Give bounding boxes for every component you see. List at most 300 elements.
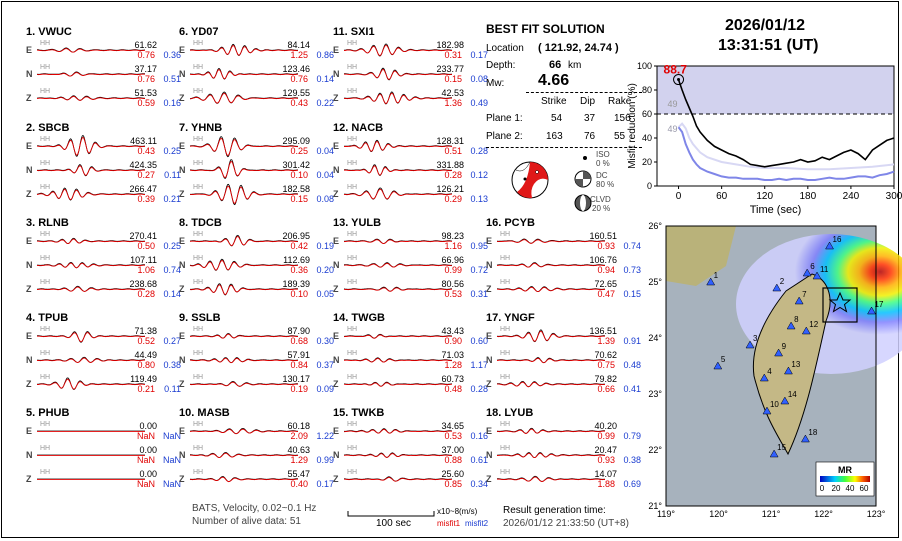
channel-label: HH — [500, 421, 511, 428]
component-label: N — [333, 165, 340, 175]
misfit1-value: 0.94 — [597, 265, 615, 275]
misfit2-value: 0.20 — [316, 265, 334, 275]
waveform — [36, 253, 146, 277]
component-label: E — [26, 45, 33, 55]
misfit2-value: NaN — [162, 455, 181, 465]
component-label: E — [333, 236, 340, 246]
misfit2-value: 0.38 — [163, 360, 181, 370]
misfit1-value: 1.25 — [290, 50, 308, 60]
station-panel-nacb — [333, 122, 488, 217]
station-name: 9. SSLB — [179, 312, 221, 324]
plane1-dip: 37 — [584, 113, 596, 124]
misfit2-value: 0.16 — [470, 431, 488, 441]
amplitude-value: 66.96 — [441, 255, 464, 265]
waveform — [496, 277, 606, 301]
station-panel-pcyb — [486, 217, 641, 312]
x-tick-label: 0 — [675, 191, 682, 202]
misfit2-value: 0.21 — [163, 194, 181, 204]
amplitude-value: 107.11 — [130, 255, 157, 265]
amplitude-value: 60.18 — [287, 421, 310, 431]
time-scale-label: 100 sec — [376, 518, 412, 529]
mr-colorbar — [820, 476, 870, 482]
y-tick-label: 0 — [646, 181, 652, 191]
misfit1-value: 0.76 — [290, 74, 308, 84]
channel-label: HH — [40, 40, 51, 47]
component-label: Z — [26, 189, 32, 199]
station-panel-twgb — [333, 312, 488, 407]
amplitude-value: 72.65 — [594, 279, 617, 289]
component-label: E — [179, 45, 186, 55]
x-tick-label: 180 — [799, 191, 817, 202]
waveform — [343, 229, 453, 253]
component-label: N — [333, 69, 340, 79]
component-label: Z — [333, 189, 339, 199]
amplitude-value: 25.60 — [441, 469, 464, 479]
misfit1-value: 0.21 — [137, 384, 155, 394]
channel-label: HH — [500, 469, 511, 476]
misfit1-value: 0.50 — [137, 241, 155, 251]
station-name: 4. TPUB — [26, 312, 69, 324]
channel-label: HH — [40, 421, 51, 428]
channel-label: HH — [40, 374, 51, 381]
misfit2-value: 0.11 — [164, 170, 181, 180]
component-label: E — [179, 236, 186, 246]
waveform — [36, 467, 146, 491]
lon-tick-label: 119° — [657, 509, 675, 519]
misfit2-value: 0.36 — [163, 50, 181, 60]
plane2-dip: 76 — [584, 131, 596, 142]
location-value: ( 121.92, 24.74 ) — [538, 42, 619, 54]
component-label: N — [333, 260, 340, 270]
amplitude-value: 34.65 — [441, 421, 464, 431]
misfit2-legend: misfit2 — [465, 519, 489, 528]
station-number: 16 — [832, 235, 842, 244]
waveform — [189, 158, 299, 182]
misfit1-value: 0.43 — [137, 146, 155, 156]
component-label: N — [333, 355, 340, 365]
waveform — [496, 372, 606, 396]
misfit2-value: 0.41 — [623, 384, 641, 394]
waveform — [496, 443, 606, 467]
component-label: E — [26, 141, 33, 151]
amplitude-value: 424.35 — [129, 160, 157, 170]
misfit2-value: NaN — [162, 479, 181, 489]
waveform — [343, 324, 453, 348]
x-tick-label: 120 — [756, 191, 774, 202]
amplitude-value: 60.73 — [441, 374, 464, 384]
amplitude-value: 57.91 — [287, 350, 310, 360]
amplitude-value: 129.55 — [282, 88, 310, 98]
misfit2-value: 0.69 — [623, 479, 641, 489]
misfit1-value: 0.27 — [137, 170, 155, 180]
channel-label: HH — [40, 64, 51, 71]
channel-label: HH — [347, 374, 358, 381]
station-number: 6 — [810, 262, 815, 271]
misfit2-value: 1.22 — [316, 431, 334, 441]
units-label: x10~8(m/s) — [437, 507, 478, 516]
misfit1-value: 0.25 — [290, 146, 308, 156]
lat-tick-label: 24° — [648, 333, 662, 343]
mr-tick-label: 20 — [831, 484, 841, 493]
lat-tick-label: 22° — [648, 445, 662, 455]
waveform — [343, 86, 453, 110]
misfit2-value: 0.48 — [623, 360, 641, 370]
beachball-icon — [510, 160, 550, 200]
station-number: 18 — [808, 428, 818, 437]
amplitude-value: 106.76 — [589, 255, 617, 265]
channel-label: HH — [347, 279, 358, 286]
misfit1-value: 1.16 — [444, 241, 462, 251]
misfit1-value: 0.53 — [444, 289, 462, 299]
misfit1-value: 1.36 — [444, 98, 462, 108]
misfit2-value: 0.25 — [163, 241, 181, 251]
misfit1-value: 0.68 — [290, 336, 308, 346]
station-number: 14 — [787, 390, 797, 399]
misfit1-value: 0.93 — [597, 455, 615, 465]
misfit2-value: NaN — [162, 431, 181, 441]
misfit2-value: 0.99 — [316, 455, 334, 465]
station-name: 6. YD07 — [179, 26, 219, 38]
channel-label: HH — [347, 136, 358, 143]
station-name: 13. YULB — [333, 217, 382, 229]
waveform — [36, 443, 146, 467]
channel-label: HH — [193, 279, 204, 286]
amplitude-value: 189.39 — [282, 279, 310, 289]
solution-divider — [526, 92, 642, 93]
channel-label: HH — [347, 88, 358, 95]
misfit1-value: 0.84 — [290, 360, 308, 370]
waveform — [496, 348, 606, 372]
iso-value: 0 % — [596, 159, 610, 168]
channel-label: HH — [347, 445, 358, 452]
component-label: E — [333, 45, 340, 55]
iso-icon — [580, 153, 590, 163]
mr-legend-title: MR — [838, 465, 852, 475]
misfit2-value: 0.74 — [623, 241, 641, 251]
misfit2-value: 0.74 — [163, 265, 181, 275]
amplitude-value: 0.00 — [139, 445, 157, 455]
iso-label: ISO — [596, 150, 610, 159]
misfit2-value: 0.15 — [623, 289, 641, 299]
misfit2-value: 0.05 — [316, 289, 334, 299]
channel-label: HH — [193, 445, 204, 452]
amplitude-value: 87.90 — [287, 326, 310, 336]
misfit1-value: 1.39 — [597, 336, 615, 346]
station-number: 17 — [874, 300, 884, 309]
station-panel-yngf — [486, 312, 641, 407]
channel-label: HH — [500, 231, 511, 238]
component-label: N — [179, 260, 186, 270]
result-panel — [1, 1, 902, 538]
misfit1-value: 2.09 — [290, 431, 308, 441]
station-name: 3. RLNB — [26, 217, 69, 229]
amplitude-value: 98.23 — [441, 231, 464, 241]
channel-label: HH — [193, 184, 204, 191]
marker-label: 49 — [667, 124, 678, 135]
y-axis-label: Misfit reduction (%) — [627, 83, 638, 169]
amplitude-value: 42.53 — [441, 88, 464, 98]
amplitude-value: 20.47 — [594, 445, 617, 455]
misfit2-value: 0.17 — [470, 50, 488, 60]
channel-label: HH — [193, 469, 204, 476]
station-number: 2 — [779, 277, 785, 286]
station-panel-tdcb — [179, 217, 334, 312]
waveform — [36, 134, 146, 158]
lon-tick-label: 120° — [709, 509, 728, 519]
misfit2-value: 0.12 — [470, 170, 488, 180]
amplitude-value: 463.11 — [130, 136, 157, 146]
channel-label: HH — [347, 231, 358, 238]
misfit1-value: 0.42 — [290, 241, 308, 251]
station-number: 13 — [791, 360, 801, 369]
waveform — [189, 372, 299, 396]
misfit1-value: 0.52 — [137, 336, 155, 346]
channel-label: HH — [347, 64, 358, 71]
channel-label: HH — [500, 374, 511, 381]
channel-label: HH — [40, 88, 51, 95]
station-name: 7. YHNB — [179, 122, 223, 134]
amplitude-value: 37.17 — [134, 64, 157, 74]
waveform — [36, 419, 146, 443]
lat-tick-label: 26° — [648, 221, 662, 231]
channel-label: HH — [500, 326, 511, 333]
waveform — [343, 182, 453, 206]
misfit1-value: 0.80 — [137, 360, 155, 370]
waveform — [36, 38, 146, 62]
misfit2-value: 0.11 — [164, 384, 181, 394]
misfit2-value: 0.61 — [470, 455, 488, 465]
amplitude-value: 40.20 — [594, 421, 617, 431]
station-number: 1 — [713, 271, 719, 280]
misfit1-value: 0.47 — [597, 289, 615, 299]
channel-label: HH — [500, 279, 511, 286]
component-label: E — [179, 141, 186, 151]
component-label: N — [26, 355, 33, 365]
station-name: 16. PCYB — [486, 217, 535, 229]
amplitude-value: 44.49 — [134, 350, 157, 360]
misfit2-value: 0.14 — [163, 289, 181, 299]
misfit2-value: 0.86 — [316, 50, 334, 60]
misfit2-value: 0.25 — [163, 146, 181, 156]
channel-label: HH — [347, 255, 358, 262]
amplitude-value: 206.95 — [282, 231, 310, 241]
amplitude-value: 301.42 — [282, 160, 310, 170]
waveform — [189, 467, 299, 491]
component-label: Z — [179, 189, 185, 199]
misfit2-value: 0.38 — [623, 455, 641, 465]
station-name: 18. LYUB — [486, 407, 534, 419]
channel-label: HH — [40, 326, 51, 333]
depth-value: 66 — [549, 59, 562, 71]
station-name: 14. TWGB — [333, 312, 385, 324]
waveform — [189, 277, 299, 301]
station-panel-sslb — [179, 312, 334, 407]
channel-label: HH — [40, 469, 51, 476]
amplitude-value: 128.31 — [436, 136, 464, 146]
component-label: Z — [179, 474, 185, 484]
misfit1-value: 0.10 — [290, 170, 308, 180]
waveform — [343, 443, 453, 467]
station-number: 11 — [820, 265, 829, 274]
station-name: 12. NACB — [333, 122, 384, 134]
component-label: E — [26, 331, 33, 341]
channel-label: HH — [193, 350, 204, 357]
misfit1-value: 0.88 — [444, 455, 462, 465]
x-tick-label: 240 — [842, 191, 860, 202]
station-panel-yhnb — [179, 122, 334, 217]
waveform — [343, 62, 453, 86]
depth-unit: km — [568, 60, 582, 71]
solution-divider-2 — [486, 147, 642, 148]
component-label: Z — [333, 379, 339, 389]
station-number: 10 — [769, 400, 779, 409]
station-panel-lyub — [486, 407, 641, 502]
misfit2-value: 0.79 — [623, 431, 641, 441]
amplitude-value: 43.43 — [441, 326, 464, 336]
component-label: Z — [333, 284, 339, 294]
misfit1-value: NaN — [136, 479, 155, 489]
station-number: 7 — [802, 290, 807, 299]
component-label: N — [179, 450, 186, 460]
misfit2-value: 0.30 — [316, 336, 334, 346]
waveform — [343, 372, 453, 396]
component-label: Z — [486, 474, 492, 484]
header-rake: Rake — [608, 96, 632, 107]
component-label: E — [179, 331, 186, 341]
station-panel-rlnb — [26, 217, 181, 312]
component-label: N — [179, 165, 186, 175]
misfit1-value: 0.43 — [290, 98, 308, 108]
misfit2-value: 0.34 — [470, 479, 488, 489]
misfit1-value: 0.28 — [137, 289, 155, 299]
misfit1-value: 0.53 — [444, 431, 462, 441]
channel-label: HH — [40, 445, 51, 452]
waveform — [36, 182, 146, 206]
misfit1-value: 0.93 — [597, 241, 615, 251]
component-label: N — [179, 69, 186, 79]
waveform — [496, 419, 606, 443]
misfit2-value: 0.04 — [316, 170, 334, 180]
component-label: Z — [333, 474, 339, 484]
waveform — [189, 419, 299, 443]
gen-label: Result generation time: — [503, 505, 606, 516]
amplitude-value: 40.63 — [287, 445, 310, 455]
amplitude-value: 126.21 — [436, 184, 464, 194]
component-label: E — [333, 331, 340, 341]
amplitude-value: 238.68 — [129, 279, 157, 289]
channel-label: HH — [193, 136, 204, 143]
channel-label: HH — [40, 279, 51, 286]
station-name: 17. YNGF — [486, 312, 535, 324]
station-name: 10. MASB — [179, 407, 230, 419]
mr-tick-label: 40 — [845, 484, 855, 493]
x-tick-label: 300 — [885, 191, 902, 202]
event-date: 2026/01/12 — [725, 17, 806, 34]
component-label: N — [26, 260, 33, 270]
misfit2-value: 0.49 — [470, 98, 488, 108]
misfit2-value: 0.19 — [316, 241, 334, 251]
channel-label: HH — [193, 421, 204, 428]
lon-tick-label: 122° — [814, 509, 833, 519]
waveform — [343, 134, 453, 158]
channel-label: HH — [40, 255, 51, 262]
component-label: Z — [26, 93, 32, 103]
misfit2-value: 0.09 — [316, 384, 334, 394]
component-label: Z — [333, 93, 339, 103]
channel-label: HH — [193, 326, 204, 333]
waveform — [189, 38, 299, 62]
channel-label: HH — [40, 184, 51, 191]
misfit1-value: 0.90 — [444, 336, 462, 346]
component-label: E — [333, 141, 340, 151]
waveform — [36, 229, 146, 253]
component-label: Z — [26, 474, 32, 484]
channel-label: HH — [500, 255, 511, 262]
amplitude-value: 266.47 — [129, 184, 157, 194]
misfit2-value: 1.17 — [470, 360, 488, 370]
amplitude-value: 182.58 — [282, 184, 310, 194]
plane1-strike: 54 — [551, 113, 563, 124]
misfit1-value: 0.59 — [137, 98, 155, 108]
waveform — [496, 253, 606, 277]
misfit1-value: NaN — [136, 431, 155, 441]
misfit1-value: 0.31 — [444, 50, 462, 60]
component-label: N — [26, 165, 33, 175]
component-label: E — [26, 426, 33, 436]
waveform — [189, 62, 299, 86]
channel-label: HH — [500, 350, 511, 357]
plane2-label: Plane 2: — [486, 131, 523, 142]
misfit1-value: 1.88 — [597, 479, 615, 489]
component-label: Z — [26, 379, 32, 389]
misfit1-value: 0.76 — [137, 74, 155, 84]
misfit2-value: 0.04 — [316, 146, 334, 156]
misfit1-value: 1.29 — [290, 455, 308, 465]
component-label: E — [179, 426, 186, 436]
misfit1-value: 0.15 — [444, 74, 462, 84]
component-label: E — [486, 426, 493, 436]
depth-label: Depth: — [486, 60, 516, 71]
solution-title: BEST FIT SOLUTION — [486, 22, 605, 36]
misfit-chart — [627, 54, 902, 216]
station-panel-sbcb — [26, 122, 181, 217]
station-name: 5. PHUB — [26, 407, 70, 419]
misfit1-value: 1.06 — [137, 265, 155, 275]
amplitude-value: 0.00 — [139, 421, 157, 431]
station-panel-yulb — [333, 217, 488, 312]
waveform — [343, 348, 453, 372]
waveform — [189, 134, 299, 158]
best-fit-value: 88.7 — [663, 62, 687, 77]
misfit1-legend: misfit1 — [437, 519, 461, 528]
event-time: 13:31:51 (UT) — [718, 37, 819, 54]
y-tick-label: 100 — [636, 61, 652, 71]
component-label: Z — [179, 284, 185, 294]
channel-label: HH — [347, 350, 358, 357]
channel-label: HH — [347, 326, 358, 333]
mw-label: Mw: — [486, 78, 505, 89]
channel-label: HH — [193, 40, 204, 47]
misfit1-value: 0.40 — [290, 479, 308, 489]
below-threshold-area — [657, 114, 894, 186]
station-number: 9 — [781, 342, 787, 351]
amplitude-value: 61.62 — [134, 40, 157, 50]
station-name: 15. TWKB — [333, 407, 385, 419]
station-number: 8 — [794, 315, 799, 324]
waveform — [36, 324, 146, 348]
misfit2-value: 0.51 — [163, 74, 181, 84]
dc-value: 80 % — [596, 180, 615, 189]
